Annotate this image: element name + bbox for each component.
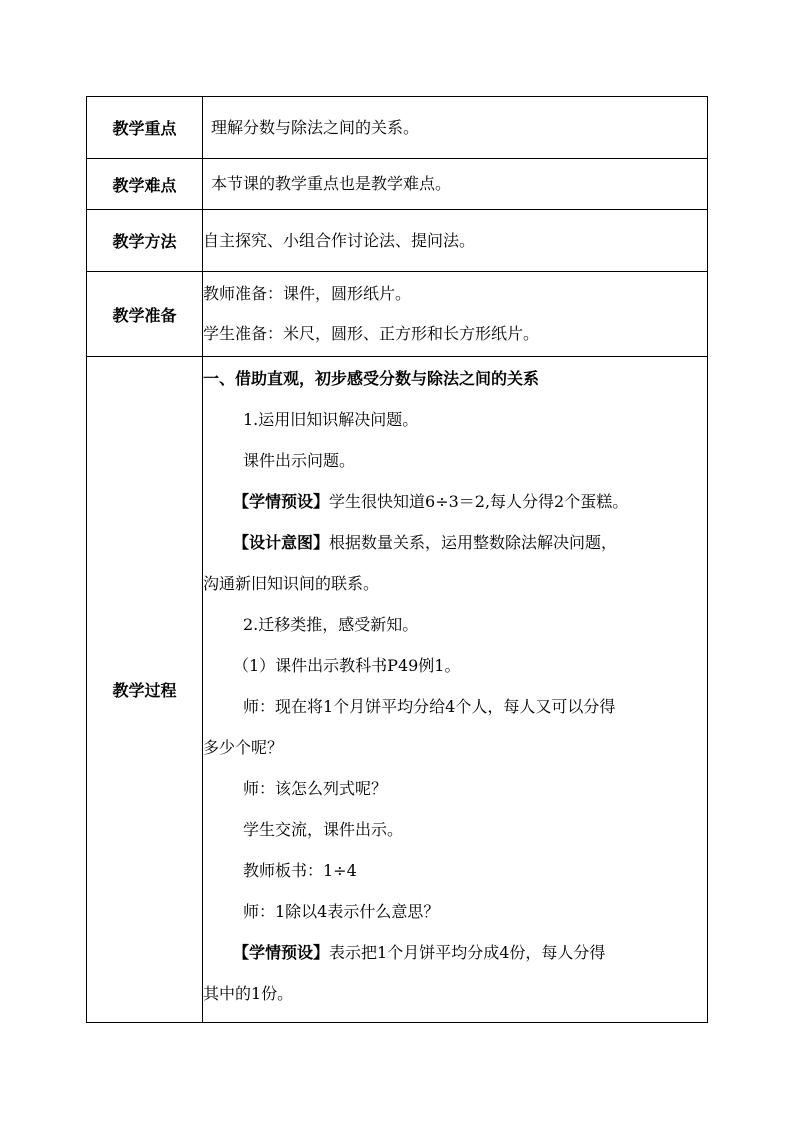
preset2-tag: 【学情预设】 [233,943,330,962]
label-difficulty: 教学难点 [87,159,203,210]
process-teacher-q2: 师：该怎么列式呢？ [243,779,388,798]
content-focus [203,97,708,159]
row-prep [87,272,708,357]
process-teacher-q1a: 师：现在将1个月饼平均分给4个人，每人又可以分得 [243,697,616,716]
content-prep [203,272,708,357]
label-prep: 教学准备 [87,272,203,357]
prep-teacher: 教师准备：课件，圆形纸片。 [203,284,412,303]
difficulty-text: 本节课的教学重点也是教学难点。 [211,174,452,193]
process-preset2-line2: 其中的1份。 [203,984,294,1003]
method-text: 自主探究、小组合作讨论法、提问法。 [203,230,476,250]
intent-tag: 【设计意图】 [233,533,330,552]
process-preset2-line1 [203,941,707,965]
process-teacher-q1b: 多少个呢？ [203,738,284,757]
content-difficulty [203,159,708,210]
process-step1: 1.运用旧知识解决问题。 [243,410,419,429]
row-method [87,210,708,272]
prep-student: 学生准备：米尺，圆形、正方形和长方形纸片。 [203,324,540,343]
preset1-text: 学生很快知道6÷3＝2,每人分得2个蛋糕。 [329,492,629,511]
preset1-tag: 【学情预设】 [233,492,330,511]
process-intent-line1 [203,531,707,555]
process-student-exchange: 学生交流，课件出示。 [243,820,404,839]
process-heading: 一、借助直观，初步感受分数与除法之间的关系 [203,369,540,388]
preset2-text-a: 表示把1个月饼平均分成4份，每人分得 [329,943,606,962]
label-process: 教学过程 [87,357,203,1023]
process-show1: 课件出示问题。 [243,451,356,470]
process-step2: 2.迁移类推，感受新知。 [243,615,419,634]
content-method [203,210,708,272]
process-intent-line2: 沟通新旧知识间的联系。 [203,574,380,593]
row-focus [87,97,708,159]
label-focus: 教学重点 [87,97,203,159]
focus-text: 理解分数与除法之间的关系。 [211,117,420,137]
process-preset1 [203,490,707,514]
process-board: 教师板书：1÷4 [243,861,357,880]
process-teacher-q3: 师：1除以4表示什么意思？ [243,902,440,921]
row-process [87,357,708,1023]
label-method: 教学方法 [87,210,203,272]
process-show2: （1）课件出示教科书P49例1。 [233,656,461,675]
lesson-plan-table [86,96,708,1023]
content-process [203,357,708,1023]
intent-text-a: 根据数量关系，运用整数除法解决问题， [329,533,618,552]
row-difficulty [87,159,708,210]
